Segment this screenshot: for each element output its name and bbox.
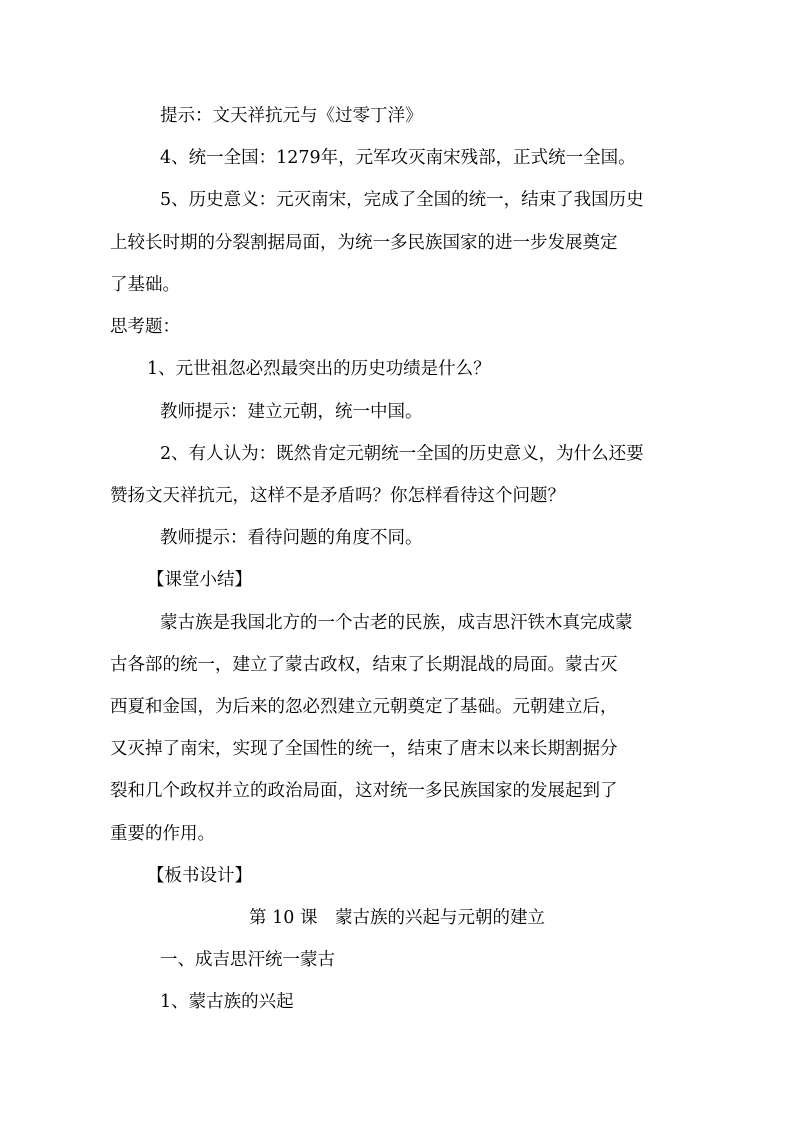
section-1-item-1: 1、蒙古族的兴起 bbox=[160, 992, 294, 1012]
summary-line-3: 西夏和金国，为后来的忽必烈建立元朝奠定了基础。元朝建立后， bbox=[110, 697, 618, 717]
lesson-title: 第 10 课 蒙古族的兴起与元朝的建立 bbox=[249, 908, 545, 928]
board-design-title: 【板书设计】 bbox=[147, 866, 252, 886]
question-2-hint: 教师提示：看待问题的角度不同。 bbox=[160, 528, 423, 548]
section-1-heading: 一、成吉思汗统一蒙古 bbox=[160, 950, 335, 970]
summary-line-1: 蒙古族是我国北方的一个古老的民族，成吉思汗铁木真完成蒙 bbox=[160, 613, 633, 633]
summary-line-6: 重要的作用。 bbox=[110, 824, 215, 844]
summary-line-4: 又灭掉了南宋，实现了全国性的统一，结束了唐末以来长期割据分 bbox=[110, 739, 618, 759]
point-5-line-3: 了基础。 bbox=[110, 275, 180, 295]
point-5-line-1: 5、历史意义：元灭南宋，完成了全国的统一，结束了我国历史 bbox=[160, 190, 644, 210]
hint-line: 提示：文天祥抗元与《过零丁洋》 bbox=[160, 106, 423, 126]
point-5-line-2: 上较长时期的分裂割据局面，为统一多民族国家的进一步发展奠定 bbox=[110, 233, 618, 253]
summary-title: 【课堂小结】 bbox=[147, 570, 252, 590]
summary-line-5: 裂和几个政权并立的政治局面，这对统一多民族国家的发展起到了 bbox=[110, 781, 618, 801]
question-2-line-1: 2、有人认为：既然肯定元朝统一全国的历史意义，为什么还要 bbox=[160, 444, 644, 464]
thinking-title: 思考题： bbox=[110, 317, 180, 337]
point-4: 4、统一全国：1279年，元军攻灭南宋残部，正式统一全国。 bbox=[160, 148, 636, 168]
summary-line-2: 古各部的统一，建立了蒙古政权，结束了长期混战的局面。蒙古灭 bbox=[110, 655, 618, 675]
question-2-line-2: 赞扬文天祥抗元，这样不是矛盾吗？你怎样看待这个问题？ bbox=[110, 486, 565, 506]
question-1: 1、元世祖忽必烈最突出的历史功绩是什么？ bbox=[147, 359, 491, 379]
question-1-hint: 教师提示：建立元朝，统一中国。 bbox=[160, 402, 423, 422]
